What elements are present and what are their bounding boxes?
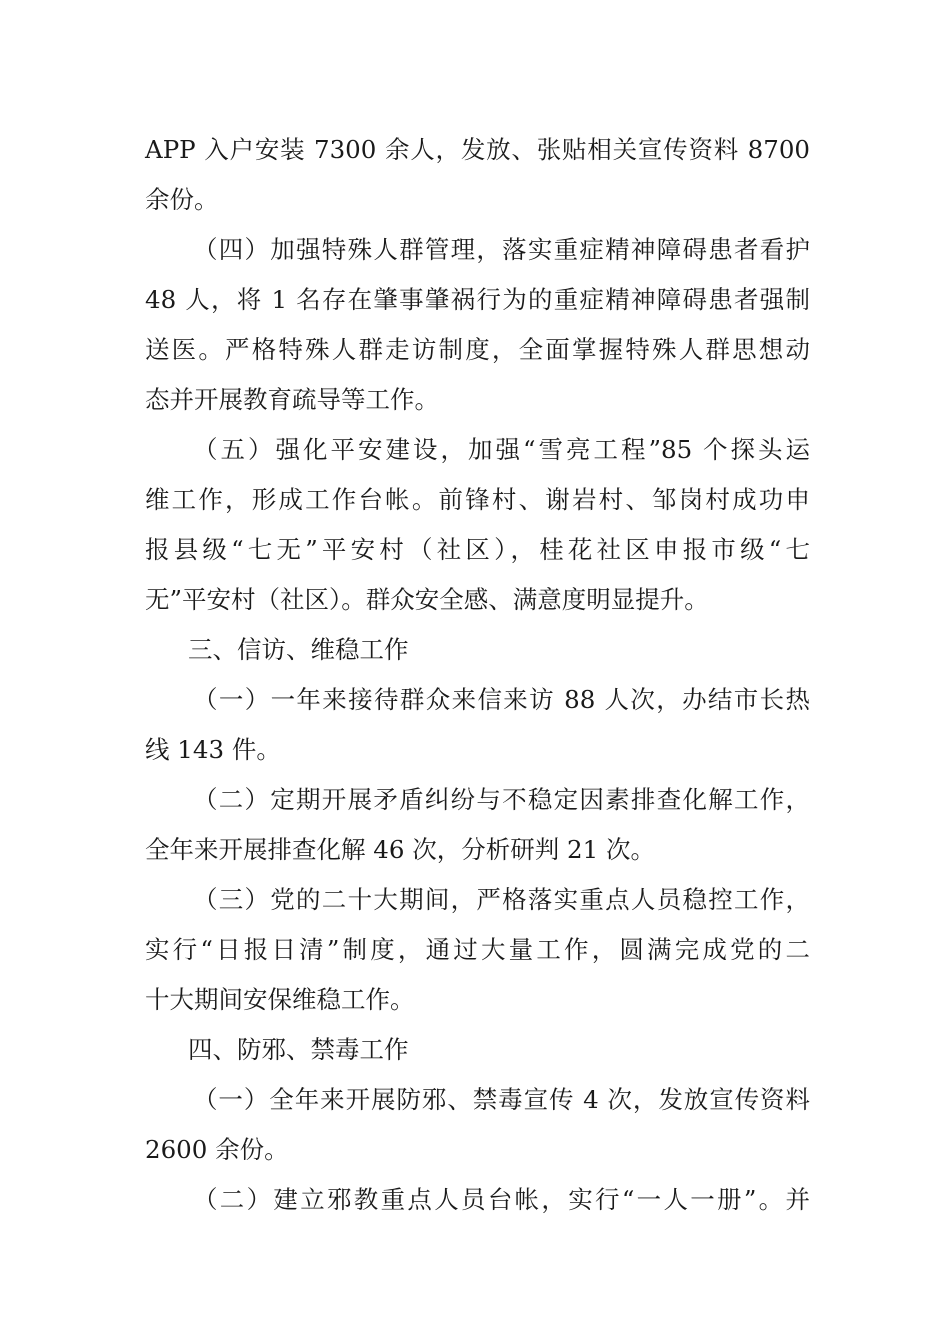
text-line: 全年来开展排查化解 46 次，分析研判 21 次。: [145, 835, 656, 864]
section-heading: 四、防邪、禁毒工作: [188, 1035, 409, 1064]
paragraph-start-line: （二）定期开展矛盾纠纷与不稳定因素排查化解工作，: [193, 785, 810, 814]
text-line: 送医。严格特殊人群走访制度，全面掌握特殊人群思想动: [145, 335, 810, 364]
paragraph-start-line: （三）党的二十大期间，严格落实重点人员稳控工作，: [193, 885, 810, 914]
paragraph-start-line: （四）加强特殊人群管理，落实重症精神障碍患者看护: [193, 235, 810, 264]
text-line: 无”平安村（社区）。群众安全感、满意度明显提升。: [145, 585, 709, 614]
paragraph-start-line: （一）一年来接待群众来信来访 88 人次，办结市长热: [193, 685, 810, 714]
text-line: 线 143 件。: [145, 735, 281, 764]
text-line: 余份。: [145, 185, 219, 214]
paragraph-start-line: （五）强化平安建设，加强“雪亮工程”85 个探头运: [193, 435, 810, 464]
text-line: APP 入户安装 7300 余人，发放、张贴相关宣传资料 8700: [145, 135, 810, 164]
text-line: 实行“日报日清”制度，通过大量工作，圆满完成党的二: [145, 935, 810, 964]
text-line: 态并开展教育疏导等工作。: [145, 385, 439, 414]
text-line: 维工作，形成工作台帐。前锋村、谢岩村、邹岗村成功申: [145, 485, 810, 514]
text-line: 48 人，将 1 名存在肇事肇祸行为的重症精神障碍患者强制: [145, 285, 810, 314]
text-line: 十大期间安保维稳工作。: [145, 985, 415, 1014]
paragraph-start-line: （二）建立邪教重点人员台帐，实行“一人一册”。并: [193, 1185, 810, 1214]
text-line: 报县级“七无”平安村（社区），桂花社区申报市级“七: [145, 535, 810, 564]
section-heading: 三、信访、维稳工作: [188, 635, 409, 664]
text-line: 2600 余份。: [145, 1135, 289, 1164]
paragraph-start-line: （一）全年来开展防邪、禁毒宣传 4 次，发放宣传资料: [193, 1085, 810, 1114]
